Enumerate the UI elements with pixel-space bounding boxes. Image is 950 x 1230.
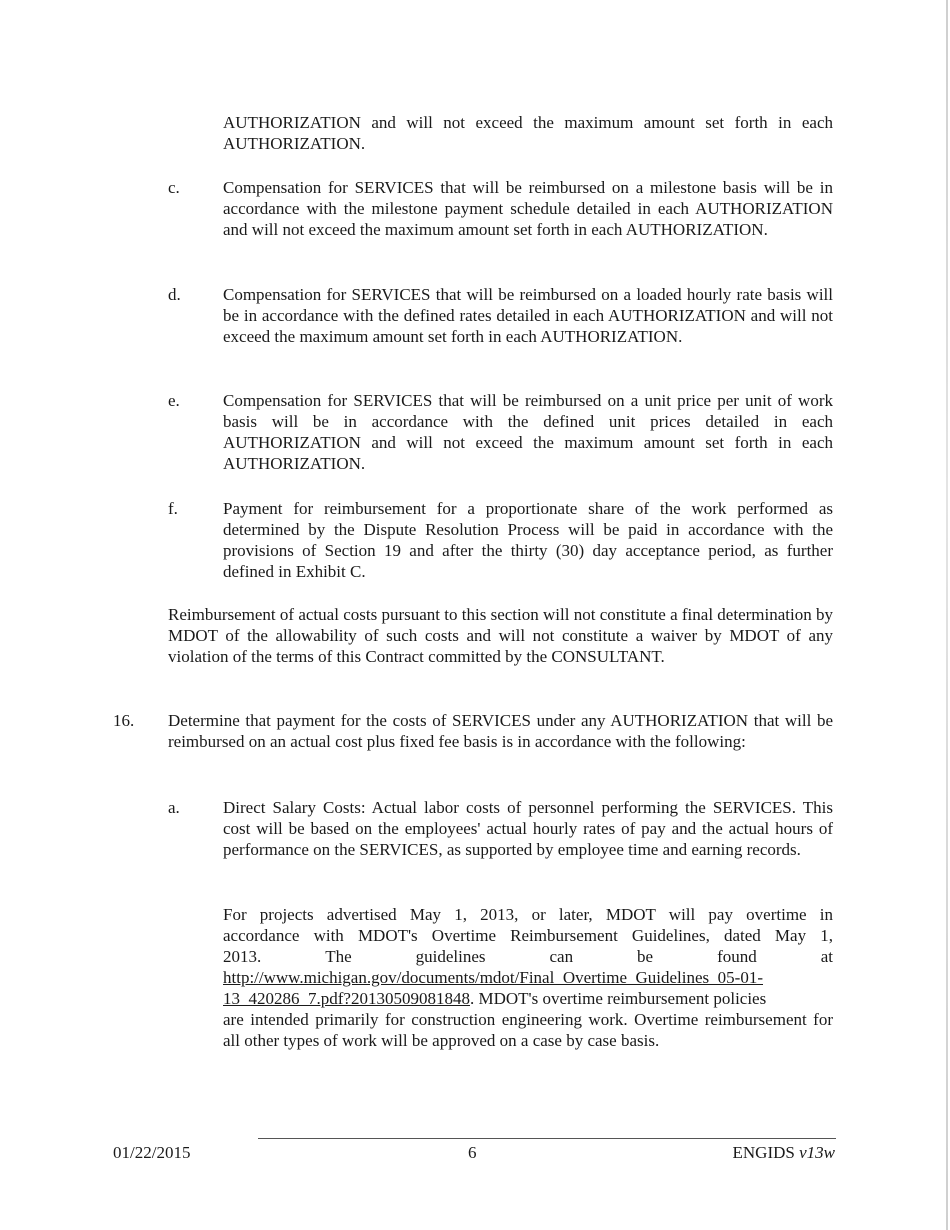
overtime-paragraph	[223, 904, 833, 1051]
footer-page-number: 6	[468, 1143, 477, 1162]
footer-doc-code: ENGIDS	[732, 1143, 795, 1162]
item-d-label: d.	[168, 285, 181, 304]
item-c-label: c.	[168, 178, 180, 197]
word: be	[637, 947, 654, 966]
overtime-rest: are intended primarily for construction engineering work. Overtime reimbursement for all other types of work will be approved on a case by case basis.	[223, 1010, 833, 1050]
item-16a-label: a.	[168, 798, 180, 817]
section-16-text: Determine that payment for the costs of SERVICES under any AUTHORIZATION that will be reimbursed on an actual cost plus fixed fee basis is in accordance with the following:	[168, 711, 833, 751]
reimbursement-note: Reimbursement of actual costs pursuant to this section will not constitute a final determination by MDOT of the allowability of such costs and will not constitute a waiver by MDOT of any violation of the terms of this Contract committed by the CONSULTANT.	[168, 605, 833, 666]
page-edge-shadow	[946, 0, 948, 1230]
guidelines-link-part-2[interactable]: 13_420286_7.pdf?20130509081848	[223, 989, 470, 1008]
item-c-text: Compensation for SERVICES that will be reimbursed on a milestone basis will be in accordance with the milestone payment schedule detailed in each AUTHORIZATION and will not exceed the maximum amount set forth in each AUTHORIZATION.	[223, 178, 833, 239]
item-d-text: Compensation for SERVICES that will be reimbursed on a loaded hourly rate basis will be in accordance with the defined rates detailed in each AUTHORIZATION and will not exceed the maximum amount set forth in each AUTHORIZATION.	[223, 285, 833, 346]
overtime-line-5	[223, 988, 833, 1009]
item-f-text: Payment for reimbursement for a proportionate share of the work performed as determined by the Dispute Resolution Process will be paid in accordance with the provisions of Section 19 and after the thirty (30) day acceptance period, as further defined in Exhibit C.	[223, 499, 833, 581]
overtime-after-link: . MDOT's overtime reimbursement policies	[469, 989, 767, 1008]
word: found	[717, 947, 757, 966]
item-b-continuation: AUTHORIZATION and will not exceed the maximum amount set forth in each AUTHORIZATION.	[223, 113, 833, 153]
footer-date: 01/22/2015	[113, 1143, 191, 1162]
overtime-line-2: accordance with MDOT's Overtime Reimbursement Guidelines, dated May 1,	[223, 926, 833, 945]
overtime-line-1: For projects advertised May 1, 2013, or later, MDOT will pay overtime in	[223, 905, 833, 924]
word: guidelines	[415, 947, 486, 966]
word: can	[549, 947, 574, 966]
item-e-text: Compensation for SERVICES that will be reimbursed on a unit price per unit of work basis will be in accordance with the defined unit prices detailed in each AUTHORIZATION and will not exceed the maximum amount set forth in each AUTHORIZATION.	[223, 391, 833, 473]
word: 2013.	[223, 947, 262, 966]
item-e-label: e.	[168, 391, 180, 410]
overtime-line-3	[223, 946, 833, 967]
section-16-label: 16.	[113, 711, 135, 730]
word: at	[820, 947, 833, 966]
footer-version: v13w	[799, 1143, 835, 1162]
word: The	[325, 947, 352, 966]
item-16a-text: Direct Salary Costs: Actual labor costs of personnel performing the SERVICES. This cost will be based on the employees' actual hourly rates of pay and the actual hours of performance on the SERVICES, as supported by employee time and earning records.	[223, 798, 833, 859]
footer-doc-id	[733, 1142, 835, 1163]
guidelines-link-part-1[interactable]: http://www.michigan.gov/documents/mdot/Final_Overtime_Guidelines_05-01-	[223, 968, 763, 987]
item-f-label: f.	[168, 499, 178, 518]
footer-rule	[258, 1138, 836, 1139]
